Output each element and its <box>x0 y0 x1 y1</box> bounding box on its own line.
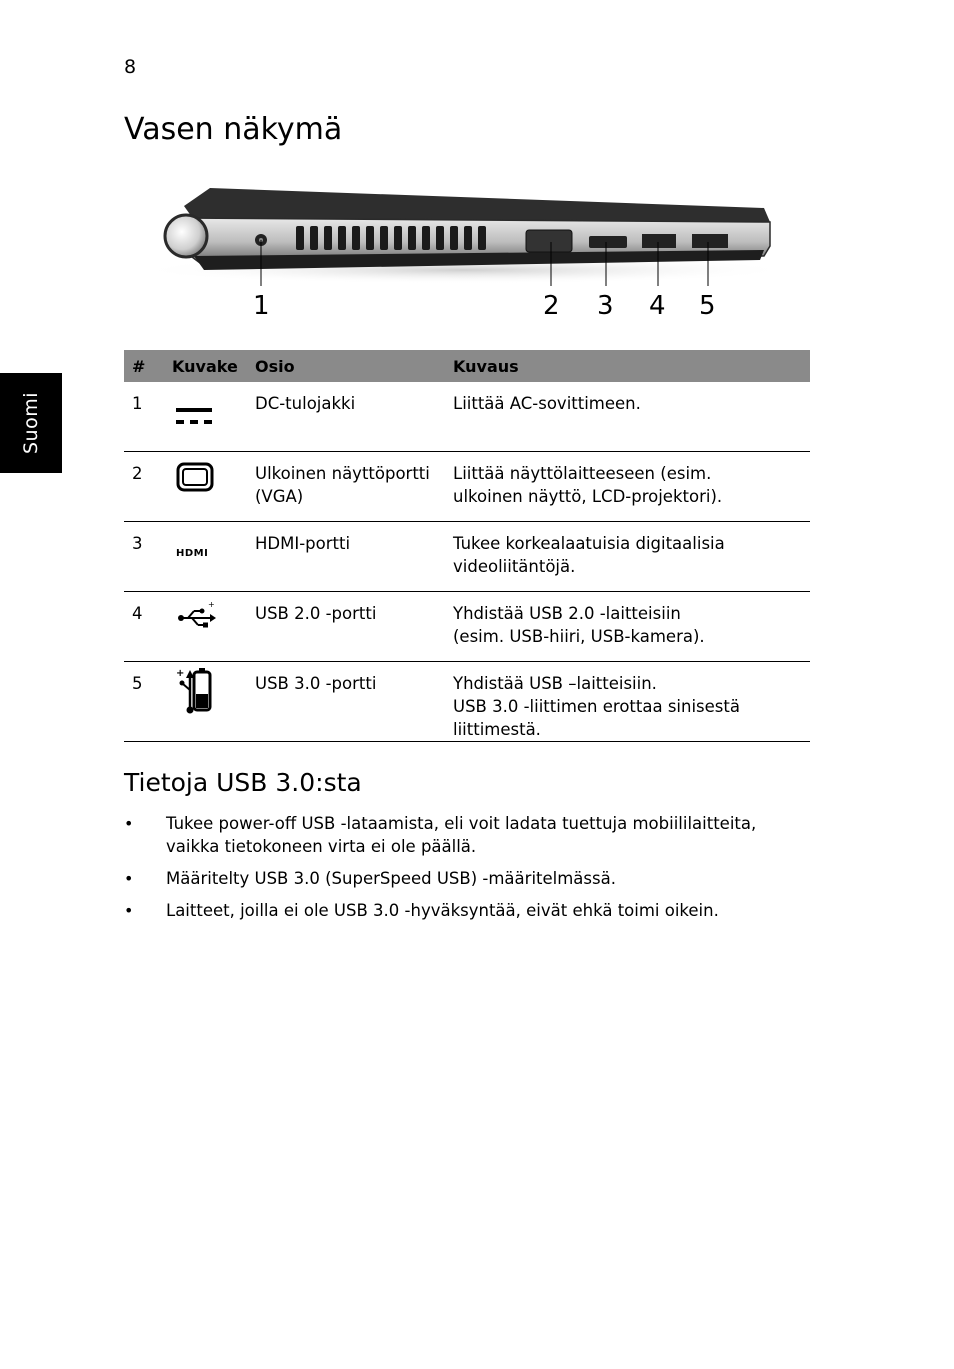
description-line: USB 3.0 -liittimen erottaa sinisestä <box>453 697 740 716</box>
hdmi-port <box>589 236 627 248</box>
row-description <box>445 452 810 522</box>
row-part: USB 3.0 -portti <box>247 662 445 742</box>
description-line: ulkoinen näyttö, LCD-projektori). <box>453 487 723 506</box>
row-icon <box>164 592 247 662</box>
row-part: HDMI-portti <box>247 522 445 592</box>
list-item: • Määritelty USB 3.0 (SuperSpeed USB) -määritelmässä. <box>124 867 810 890</box>
row-num: 5 <box>124 662 164 742</box>
header-description: Kuvaus <box>445 350 810 382</box>
row-description <box>445 522 810 592</box>
svg-text:+: + <box>176 668 185 679</box>
header-num: # <box>124 350 164 382</box>
description-line: Yhdistää USB –laitteisiin. <box>453 674 657 693</box>
row-num: 1 <box>124 382 164 452</box>
language-side-tab-label: Suomi <box>20 391 42 455</box>
row-part: USB 2.0 -portti <box>247 592 445 662</box>
row-num: 4 <box>124 592 164 662</box>
dc-in-icon <box>172 396 218 436</box>
table-header-row <box>124 350 810 382</box>
usb2-port <box>642 234 676 248</box>
table-row <box>124 382 810 452</box>
usb-icon <box>172 598 218 638</box>
description-line: liittimestä. <box>453 720 541 739</box>
vga-icon <box>172 458 218 498</box>
page-title: Vasen näkymä <box>124 112 343 147</box>
table-row <box>124 592 810 662</box>
vga-port <box>526 230 572 252</box>
callout-4: 4 <box>649 291 666 321</box>
table-row <box>124 452 810 522</box>
ports-table <box>124 350 810 742</box>
section-title: Tietoja USB 3.0:sta <box>124 768 362 797</box>
callout-5: 5 <box>699 291 716 321</box>
list-item: • Laitteet, joilla ei ole USB 3.0 -hyväksyntää, eivät ehkä toimi oikein. <box>124 899 810 922</box>
row-description <box>445 382 810 452</box>
row-icon <box>164 662 247 742</box>
row-icon <box>164 452 247 522</box>
description-line: (esim. USB-hiiri, USB-kamera). <box>453 627 705 646</box>
svg-text:+: + <box>208 600 215 609</box>
hdmi-icon <box>172 528 218 568</box>
row-num: 3 <box>124 522 164 592</box>
usb3-port <box>692 234 728 248</box>
description-line: Liittää AC-sovittimeen. <box>453 394 641 413</box>
row-num: 2 <box>124 452 164 522</box>
description-line: Yhdistää USB 2.0 -laitteisiin <box>453 604 681 623</box>
page-number: 8 <box>124 56 137 78</box>
hdmi-icon-label: HDMI <box>176 548 209 559</box>
description-line: Tukee korkealaatuisia digitaalisia <box>453 534 725 553</box>
callout-2: 2 <box>543 291 560 321</box>
row-part: DC-tulojakki <box>247 382 445 452</box>
callout-1: 1 <box>253 291 270 321</box>
usb3-bullet-list <box>124 812 810 931</box>
table-row <box>124 522 810 592</box>
row-part: Ulkoinen näyttöportti (VGA) <box>247 452 445 522</box>
list-item: • Tukee power-off USB -lataamista, eli voit ladata tuettuja mobiililaitteita, vaikka tietokoneen virta ei ole päällä. <box>124 812 810 858</box>
header-part: Osio <box>247 350 445 382</box>
laptop-left-view-illustration <box>124 178 810 328</box>
row-description <box>445 592 810 662</box>
header-icon: Kuvake <box>164 350 247 382</box>
usb-charge-icon <box>172 664 218 720</box>
row-icon <box>164 382 247 452</box>
row-icon <box>164 522 247 592</box>
row-description <box>445 662 810 742</box>
callout-3: 3 <box>597 291 614 321</box>
description-line: videoliitäntöjä. <box>453 557 576 576</box>
language-side-tab <box>0 373 62 473</box>
description-line: Liittää näyttölaitteeseen (esim. <box>453 464 712 483</box>
table-row <box>124 662 810 742</box>
